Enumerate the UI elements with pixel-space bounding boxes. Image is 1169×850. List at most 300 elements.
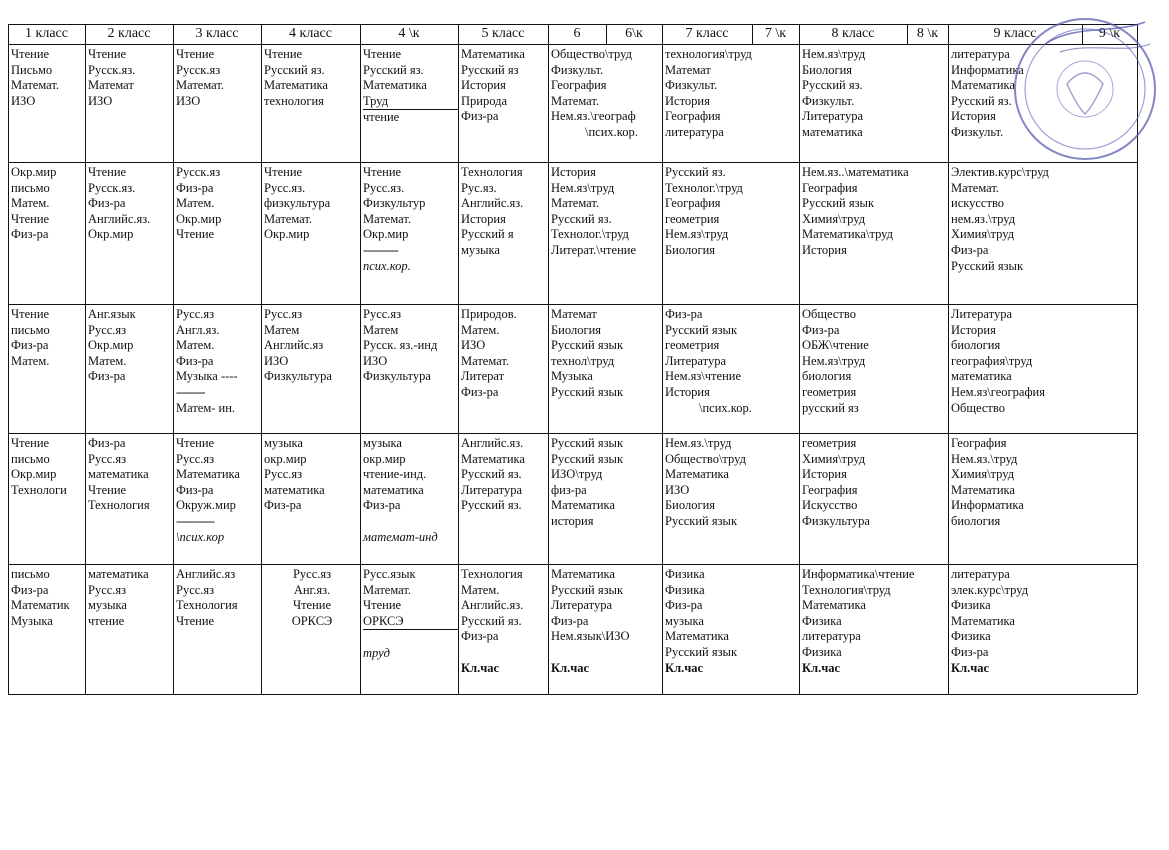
subject-line: окр.мир (264, 451, 307, 466)
schedule-cell (360, 436, 458, 563)
subject-line: Матем. (176, 196, 215, 211)
grid-vline (458, 24, 459, 694)
subject-line: труд (363, 645, 390, 660)
subject-line: Чтение (11, 436, 50, 450)
subject-line: Химия\труд (802, 211, 866, 226)
subject-line: искусство (951, 196, 1005, 211)
schedule-row (8, 564, 1137, 694)
subject-line: Русский язык (665, 644, 738, 659)
subject-line: Русский язык (551, 582, 624, 597)
subject-line: Русс.яз (176, 451, 215, 466)
subject-line: Технолог.\труд (551, 227, 629, 242)
schedule-cell (360, 47, 458, 161)
subject-line: Информатика\чтение (802, 567, 915, 581)
subject-line: Чтение (11, 211, 50, 226)
subject-line: Литерат (461, 369, 505, 384)
subject-line: Физ-ра (461, 629, 499, 644)
schedule-cell (799, 307, 948, 432)
subject-line: Чтение (363, 165, 402, 179)
subject-line: Литерат.\чтение (551, 242, 636, 257)
subject-line: литература (665, 124, 724, 139)
schedule-cell (261, 567, 360, 693)
header-cell: 6 (573, 26, 581, 41)
subject-line: Чтение (264, 165, 303, 179)
subject-line: Технолог.\труд (665, 180, 743, 195)
subject-line: Физ-ра (88, 196, 126, 211)
subject-line: Литература (665, 353, 726, 368)
subject-line: Нем.язык\ИЗО (551, 629, 630, 644)
subject-line: Русский язык (665, 513, 738, 528)
subject-line: математика (951, 369, 1012, 384)
subject-line: Английс.яз. (461, 598, 524, 613)
subject-line: Физ-ра (551, 613, 589, 628)
subject-line: Русс.язык (363, 567, 416, 581)
subject-line: Нем.яз\труд (551, 180, 615, 195)
schedule-cell (458, 47, 548, 161)
subject-line: Литература (802, 109, 863, 124)
subject-line: Математика (264, 78, 328, 93)
header-cell: 6\к (625, 26, 643, 41)
subject-line: Физкультур (363, 196, 426, 211)
subject-line: нем.яз.\труд (951, 211, 1016, 226)
subject-line: Математика (665, 467, 729, 482)
subject-line: Русский язык (551, 384, 624, 399)
subject-line: ----------- (363, 242, 398, 257)
subject-line: Математика (802, 598, 866, 613)
grid-hline (8, 564, 1137, 565)
subject-line: Физ-ра (461, 384, 499, 399)
schedule-cell (662, 165, 799, 303)
schedule-cell (85, 436, 173, 563)
subject-line (363, 514, 458, 530)
schedule-cell (548, 567, 662, 693)
subject-line: Технология (176, 598, 238, 613)
header-cell: 8 класс (831, 26, 875, 41)
subject-line: Химия\труд (951, 467, 1015, 482)
subject-line: Физ-ра (951, 644, 989, 659)
subject-line: Чтение (292, 598, 332, 613)
subject-line: Матем. (461, 582, 500, 597)
subject-line: Русс.яз (88, 451, 127, 466)
subject-line (363, 630, 458, 646)
subject-line: ОРКСЭ (291, 613, 333, 628)
subject-line: Англ.яз. (176, 322, 220, 337)
subject-line: письмо (11, 180, 50, 195)
schedule-cell (173, 47, 261, 161)
subject-line: Окр.мир (363, 227, 409, 242)
schedule-cell (948, 567, 1137, 693)
schedule-cell (458, 567, 548, 693)
subject-line: Английс.яз. (461, 196, 524, 211)
subject-line: История (551, 165, 596, 179)
subject-line: Математик (11, 598, 70, 613)
subject-line: Математика (551, 498, 615, 513)
subject-line: История (802, 242, 847, 257)
grid-hline (8, 304, 1137, 305)
subject-line: Технология (461, 567, 523, 581)
subject-line: Русск.яз. (88, 180, 136, 195)
subject-line: музыка (264, 436, 303, 450)
grid-vline (606, 24, 607, 44)
subject-line: Труд (363, 94, 458, 111)
subject-line: Физ-ра (665, 307, 703, 321)
subject-line: музыка (665, 613, 704, 628)
subject-line: Русс.яз. (363, 180, 405, 195)
grid-vline (1082, 24, 1083, 44)
subject-line: Чтение (176, 613, 215, 628)
schedule-cell (799, 567, 948, 693)
subject-line: письмо (11, 451, 50, 466)
subject-line: письмо (11, 567, 50, 581)
schedule-cell (173, 307, 261, 432)
subject-line: Русский яз. (551, 211, 612, 226)
subject-line: История (665, 384, 710, 399)
schedule-row (8, 44, 1137, 162)
subject-line: музыка (363, 436, 402, 450)
subject-line: Чтение (176, 436, 215, 450)
schedule-cell (85, 165, 173, 303)
header-cell: 4 класс (289, 26, 332, 41)
subject-line: Чтение (176, 47, 215, 61)
subject-line: Биология (665, 242, 716, 257)
grid-hline (8, 44, 1137, 45)
grid-vline (799, 24, 800, 694)
subject-line: Кл.час (461, 660, 500, 675)
subject-line: Биология (802, 62, 853, 77)
subject-line: Русский яз. (461, 498, 522, 513)
subject-line: История (461, 78, 506, 93)
subject-line: Чтение (11, 307, 50, 321)
header-cell: 7 \к (764, 26, 787, 41)
subject-line: Окруж.мир (176, 498, 236, 513)
subject-line: Общество\труд (551, 47, 632, 61)
subject-line: История (461, 211, 506, 226)
subject-line: Чтение (88, 47, 127, 61)
subject-line: Русский яз. (264, 62, 325, 77)
subject-line: Физика (802, 644, 842, 659)
header-cell: 8 \к (916, 26, 939, 41)
schedule-cell (662, 567, 799, 693)
subject-line: ИЗО\труд (551, 467, 603, 482)
subject-line: литература (951, 47, 1010, 61)
schedule-cell (360, 165, 458, 303)
subject-line: Матем. (11, 353, 50, 368)
subject-line: Физкультура (363, 369, 431, 384)
subject-line: Математ (665, 62, 711, 77)
subject-line: Русск.яз (176, 165, 221, 179)
subject-line: Математика (951, 482, 1015, 497)
subject-line: Анг.яз. (293, 582, 331, 597)
subject-line: Математ. (363, 582, 412, 597)
subject-line: Математика (951, 613, 1015, 628)
subject-line: История (665, 93, 710, 108)
schedule-cell (8, 436, 85, 563)
schedule-cell (8, 307, 85, 432)
subject-line: Физ-ра (363, 498, 401, 513)
header-cell: 9 \к (1098, 26, 1121, 41)
schedule-cell (360, 307, 458, 432)
subject-line: Русский язык (802, 196, 875, 211)
schedule-cell (948, 307, 1137, 432)
subject-line: Чтение (11, 47, 50, 61)
subject-line: Физкультура (264, 369, 332, 384)
subject-line: Русс.яз (363, 307, 402, 321)
subject-line: Математика (951, 78, 1015, 93)
subject-line: Информатика (951, 62, 1024, 77)
subject-line: Русский яз. (363, 62, 424, 77)
subject-line: физ-ра (551, 482, 587, 497)
subject-line: Русский яз. (461, 467, 522, 482)
subject-line: геометрия (665, 338, 720, 353)
subject-line: Кл.час (665, 660, 704, 675)
subject-line: Нем.яз.\труд (665, 436, 732, 450)
subject-line: Чтение (176, 227, 215, 242)
schedule-cell (85, 567, 173, 693)
subject-line: Нем.яз\труд (802, 47, 866, 61)
subject-line: Нем.яз\география (951, 384, 1045, 399)
subject-line: Математ. (176, 78, 225, 93)
subject-line: Физика (665, 582, 705, 597)
subject-line: биология (802, 369, 852, 384)
grid-vline (907, 24, 908, 44)
subject-line: Русс.яз (176, 582, 215, 597)
subject-line: Русск.яз. (88, 62, 136, 77)
subject-line: математика (88, 567, 149, 581)
subject-line: Русс.яз (264, 307, 303, 321)
subject-line: ИЗО (665, 482, 690, 497)
subject-line: Химия\труд (802, 451, 866, 466)
schedule-cell (548, 47, 662, 161)
subject-line: музыка (88, 598, 127, 613)
subject-line: Русский я (461, 227, 514, 242)
subject-line: музыка (461, 242, 500, 257)
subject-line: Математ (88, 78, 134, 93)
subject-line: математика (264, 482, 325, 497)
subject-line: Физ-ра (11, 582, 49, 597)
subject-line: физкультура (264, 196, 331, 211)
subject-line: ИЗО (363, 353, 388, 368)
subject-line: Окр.мир (176, 211, 222, 226)
subject-line: Физ-ра (88, 369, 126, 384)
subject-line: Технология (88, 498, 150, 513)
subject-line: чтение-инд. (363, 467, 427, 482)
schedule-cell (85, 307, 173, 432)
subject-line: Физ-ра (665, 598, 703, 613)
subject-line: Матем (363, 322, 399, 337)
schedule-cell (799, 165, 948, 303)
subject-line: История (951, 322, 996, 337)
subject-line: Математика (665, 629, 729, 644)
subject-line: Матем- ин. (176, 400, 236, 415)
subject-line: Окр.мир (11, 467, 57, 482)
subject-line: Матем. (88, 353, 127, 368)
subject-line: Математика (461, 47, 525, 61)
subject-line: геометрия (802, 436, 857, 450)
header-cell: 9 класс (993, 26, 1037, 41)
schedule-cell (548, 165, 662, 303)
subject-line: Музыка (551, 369, 593, 384)
subject-line: Чтение (264, 47, 303, 61)
subject-line: Математика (461, 451, 525, 466)
subject-line: Русский язык (665, 322, 738, 337)
schedule-cell (173, 436, 261, 563)
subject-line: Матем. (11, 196, 50, 211)
subject-line: Чтение (363, 598, 402, 613)
subject-line: письмо (11, 322, 50, 337)
grid-vline (1137, 24, 1138, 694)
subject-line: Физкульт. (551, 62, 604, 77)
subject-line: \псих.кор (176, 529, 225, 544)
grid-hline (8, 162, 1137, 163)
subject-line: Нем.яз..\математика (802, 165, 909, 179)
subject-line: технол\труд (551, 353, 615, 368)
subject-line: ИЗО (176, 93, 201, 108)
subject-line: Русский яз. (461, 613, 522, 628)
subject-line: География (665, 109, 721, 124)
subject-line: Физ-ра (88, 436, 126, 450)
subject-line: Математ. (363, 211, 412, 226)
subject-line: Русский яз. (665, 165, 726, 179)
schedule-cell (948, 165, 1137, 303)
subject-line: Русс.яз (292, 567, 332, 581)
subject-line: чтение (363, 110, 400, 125)
subject-line: Русс.яз. (264, 180, 306, 195)
subject-line: ------------ (176, 513, 214, 528)
subject-line: Матем. (176, 338, 215, 353)
grid-vline (948, 24, 949, 694)
header-cell: 7 класс (685, 26, 729, 41)
subject-line: География (802, 482, 858, 497)
subject-line (551, 645, 662, 661)
subject-line: математика (802, 124, 863, 139)
subject-line: \псих.кор. (585, 124, 638, 139)
subject-line: Английс.яз. (461, 436, 524, 450)
subject-line: Русс.яз (264, 467, 303, 482)
subject-line: Физ-ра (802, 322, 840, 337)
grid-hline (8, 433, 1137, 434)
subject-line: Нем.яз.\труд (951, 451, 1018, 466)
schedule-cell (8, 47, 85, 161)
subject-line: Физ-ра (951, 242, 989, 257)
subject-line: Русский язык (551, 338, 624, 353)
subject-line: Математ (551, 307, 597, 321)
grid-vline (548, 24, 549, 694)
subject-line: литература (802, 629, 861, 644)
subject-line: Русский яз (461, 62, 519, 77)
schedule-cell (458, 307, 548, 432)
subject-line: Музыка (11, 613, 53, 628)
schedule-cell (173, 165, 261, 303)
schedule-cell (173, 567, 261, 693)
subject-line: Физ-ра (264, 498, 302, 513)
subject-line: Матем. (461, 322, 500, 337)
subject-line: Физ-ра (461, 109, 499, 124)
header-cell: 1 класс (25, 26, 68, 41)
header-row (8, 24, 1137, 44)
schedule-cell (799, 47, 948, 161)
schedule-cell (548, 307, 662, 432)
subject-line: Математика (363, 78, 427, 93)
subject-line: Окр.мир (88, 338, 134, 353)
subject-line: Общество (951, 400, 1005, 415)
subject-line: Русск.яз (176, 62, 221, 77)
subject-line: Окр.мир (88, 227, 134, 242)
subject-line: Чтение (88, 165, 127, 179)
subject-line: Физ-ра (11, 227, 49, 242)
subject-line: Окр.мир (11, 165, 57, 179)
subject-line: математ-инд (363, 529, 438, 544)
schedule-cell (261, 436, 360, 563)
schedule-cell (799, 436, 948, 563)
subject-line: геометрия (802, 384, 857, 399)
schedule-cell (548, 436, 662, 563)
subject-line: Английс.яз (264, 338, 324, 353)
subject-line: Математика (176, 467, 240, 482)
subject-line: ОРКСЭ (363, 614, 458, 631)
subject-line: Физкульт. (802, 93, 855, 108)
subject-line: Математика (551, 567, 615, 581)
schedule-cell (662, 47, 799, 161)
subject-line: Русс.яз (88, 582, 127, 597)
grid-hline (8, 694, 1137, 695)
schedule-cell (261, 165, 360, 303)
subject-line: литература (951, 567, 1010, 581)
subject-line: Математ. (951, 180, 1000, 195)
subject-line: Письмо (11, 62, 53, 77)
subject-line (461, 645, 548, 661)
subject-line: математика (363, 482, 424, 497)
subject-line: Информатика (951, 498, 1024, 513)
subject-line: Литература (551, 598, 612, 613)
schedule-cell (458, 436, 548, 563)
subject-line: Литература (951, 307, 1012, 321)
subject-line: ИЗО (264, 353, 289, 368)
schedule-cell (662, 436, 799, 563)
subject-line: биология (951, 513, 1001, 528)
schedule-cell (662, 307, 799, 432)
subject-line: Математ. (264, 211, 313, 226)
subject-line: технология (264, 93, 324, 108)
subject-line: Математ. (11, 78, 60, 93)
subject-line: Физкульт. (665, 78, 718, 93)
subject-line: Русский язык (951, 258, 1024, 273)
subject-line: история (551, 513, 594, 528)
header-cell: 5 класс (481, 26, 525, 41)
timetable (8, 24, 1137, 694)
schedule-cell (261, 307, 360, 432)
subject-line: Нем.яз.\географ (551, 109, 636, 124)
subject-line: Технология (461, 165, 523, 179)
subject-line: Русский язык (551, 436, 624, 450)
subject-line: Кл.час (802, 660, 841, 675)
subject-line: Английс.яз (176, 567, 236, 581)
subject-line: Матем (264, 322, 300, 337)
subject-line: Рус.яз. (461, 180, 497, 195)
subject-line: География (665, 196, 721, 211)
subject-line: Физика (951, 598, 991, 613)
subject-line: Математика\труд (802, 227, 893, 242)
grid-vline (752, 24, 753, 44)
subject-line: элек.курс\труд (951, 582, 1029, 597)
subject-line: Музыка ---- (176, 369, 238, 384)
subject-line: Электив.курс\труд (951, 165, 1049, 179)
grid-vline (360, 24, 361, 694)
schedule-cell (261, 47, 360, 161)
subject-line: Общество (802, 307, 856, 321)
grid-vline (662, 24, 663, 694)
subject-line: Русский яз. (802, 78, 863, 93)
header-cell: 2 класс (107, 26, 151, 41)
